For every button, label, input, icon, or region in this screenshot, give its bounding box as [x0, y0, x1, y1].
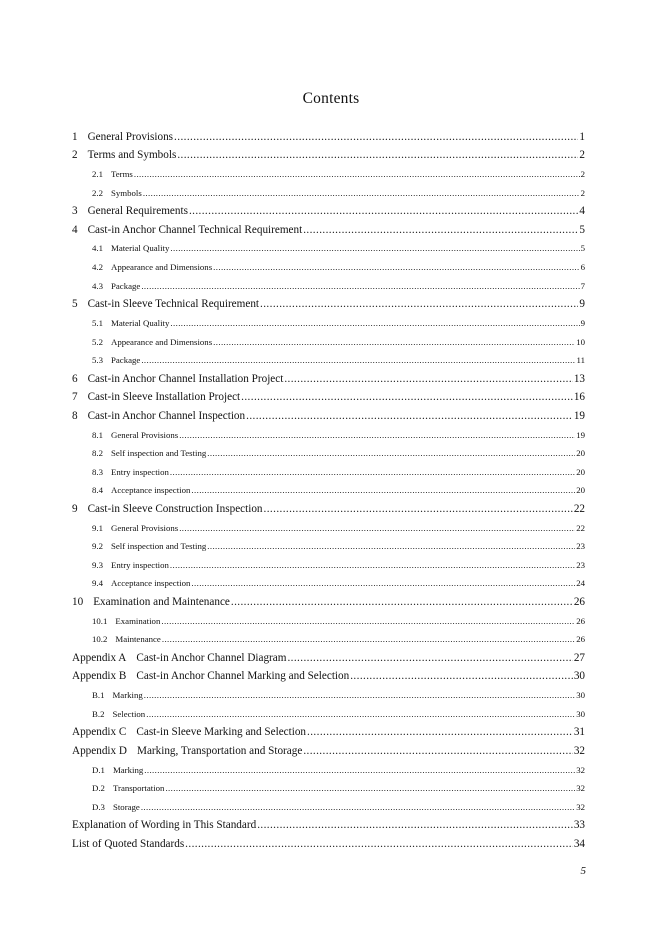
toc-entry-page: 13 — [573, 372, 585, 385]
toc-entry-number: 8.4 — [92, 485, 103, 496]
toc-entry[interactable] — [72, 742, 585, 761]
toc-entry-page: 11 — [576, 355, 585, 366]
toc-entry-page: 30 — [573, 670, 585, 683]
toc-entry[interactable] — [72, 146, 585, 165]
dot-leader — [170, 318, 579, 328]
toc-entry-label: Cast-in Anchor Channel Diagram — [136, 651, 287, 664]
dot-leader — [191, 578, 575, 588]
toc-subentry[interactable] — [72, 425, 585, 444]
dot-leader — [307, 726, 573, 738]
dot-leader — [189, 205, 578, 217]
toc-entry-number: 1 — [72, 130, 78, 143]
toc-entry[interactable] — [72, 295, 585, 314]
toc-entry-number: 4 — [72, 223, 78, 236]
toc-entry-label: Terms and Symbols — [87, 149, 177, 162]
dot-leader — [264, 503, 573, 515]
toc-entry-page: 33 — [573, 819, 585, 832]
dot-leader — [207, 448, 575, 458]
toc-entry-page: 16 — [573, 391, 585, 404]
toc-entry-page: 32 — [576, 783, 585, 794]
dot-leader — [134, 169, 580, 179]
toc-entry-page: 20 — [576, 448, 585, 459]
dot-leader — [241, 391, 573, 403]
dot-leader — [231, 596, 573, 608]
toc-entry[interactable] — [72, 407, 585, 426]
toc-entry-page: 23 — [576, 559, 585, 570]
toc-entry-page: 32 — [576, 801, 585, 812]
toc-entry-label: Package — [111, 280, 141, 291]
toc-entry-number: 8 — [72, 409, 78, 422]
toc-entry-label: Marking, Transportation and Storage — [137, 744, 303, 757]
toc-subentry[interactable] — [72, 797, 585, 816]
toc-entry-number: D.1 — [92, 764, 105, 775]
toc-entry-label: Cast-in Anchor Channel Installation Project — [87, 372, 284, 385]
toc-subentry[interactable] — [72, 183, 585, 202]
dot-leader — [350, 670, 573, 682]
dot-leader — [179, 430, 575, 440]
toc-entry-label: Explanation of Wording in This Standard — [72, 819, 257, 832]
toc-entry-number: 9 — [72, 502, 78, 515]
toc-entry[interactable] — [72, 835, 585, 854]
toc-entry-number: 9.4 — [92, 578, 103, 589]
dot-leader — [174, 131, 578, 143]
dot-leader — [170, 243, 579, 253]
toc-entry-label: Self inspection and Testing — [111, 448, 207, 459]
toc-entry[interactable] — [72, 128, 585, 147]
toc-entry-number: 8.1 — [92, 429, 103, 440]
dot-leader — [144, 690, 575, 700]
toc-entry-page: 20 — [576, 466, 585, 477]
toc-entry-page: 7 — [580, 280, 585, 291]
toc-entry-label: Appearance and Dimensions — [111, 336, 213, 347]
dot-leader — [284, 373, 572, 385]
toc-entry-label: Entry inspection — [111, 559, 169, 570]
page-title: Contents — [302, 90, 360, 107]
toc-entry-page: 10 — [576, 336, 585, 347]
toc-entry[interactable] — [72, 500, 585, 519]
toc-subentry[interactable] — [72, 574, 585, 593]
toc-subentry[interactable] — [72, 760, 585, 779]
toc-entry-page: 32 — [576, 764, 585, 775]
toc-entry-page: 19 — [576, 429, 585, 440]
toc-entry-number: 6 — [72, 372, 78, 385]
toc-entry-number: 5.3 — [92, 355, 103, 366]
toc-entry-page: 5 — [579, 223, 585, 236]
dot-leader — [162, 634, 575, 644]
toc-entry-number: 5.2 — [92, 336, 103, 347]
toc-entry-number: 10.1 — [92, 615, 108, 626]
dot-leader — [179, 523, 575, 533]
table-of-contents — [72, 128, 585, 854]
toc-entry-page: 22 — [576, 522, 585, 533]
dot-leader — [146, 709, 575, 719]
toc-subentry[interactable] — [72, 481, 585, 500]
toc-entry-label: Examination and Maintenance — [93, 596, 230, 609]
toc-entry-number: Appendix A — [72, 651, 127, 664]
toc-entry-number: 2.2 — [92, 187, 103, 198]
toc-entry-page: 26 — [576, 615, 585, 626]
toc-entry-label: Marking — [112, 690, 143, 701]
dot-leader — [257, 819, 573, 831]
dot-leader — [213, 337, 575, 347]
toc-entry-label: Storage — [112, 801, 140, 812]
toc-entry-number: 9.2 — [92, 541, 103, 552]
dot-leader — [246, 410, 573, 422]
toc-entry-number: 5.1 — [92, 317, 103, 328]
toc-entry-page: 30 — [576, 708, 585, 719]
toc-entry-number: Appendix D — [72, 744, 127, 757]
toc-subentry[interactable] — [72, 537, 585, 556]
toc-entry[interactable] — [72, 202, 585, 221]
toc-entry-label: General Requirements — [87, 205, 188, 218]
toc-entry[interactable] — [72, 649, 585, 668]
toc-entry-page: 9 — [579, 298, 585, 311]
dot-leader — [170, 560, 575, 570]
dot-leader — [213, 262, 579, 272]
toc-entry-label: Cast-in Sleeve Installation Project — [87, 391, 241, 404]
dot-leader — [207, 541, 575, 551]
toc-entry[interactable] — [72, 369, 585, 388]
dot-leader — [191, 485, 575, 495]
dot-leader — [303, 224, 578, 236]
toc-entry-label: Symbols — [111, 187, 142, 198]
dot-leader — [303, 745, 573, 757]
dot-leader — [287, 652, 572, 664]
toc-subentry[interactable] — [72, 444, 585, 463]
toc-subentry[interactable] — [72, 630, 585, 649]
toc-entry-number: D.3 — [92, 801, 105, 812]
toc-subentry[interactable] — [72, 258, 585, 277]
toc-entry-label: Examination — [115, 615, 161, 626]
dot-leader — [143, 188, 580, 198]
toc-subentry[interactable] — [72, 239, 585, 258]
toc-entry-number: D.2 — [92, 783, 105, 794]
toc-entry-label: Self inspection and Testing — [111, 541, 207, 552]
toc-entry-label: Entry inspection — [111, 466, 169, 477]
toc-entry-page: 26 — [573, 596, 585, 609]
toc-entry-label: General Provisions — [111, 522, 179, 533]
toc-entry[interactable] — [72, 816, 585, 835]
toc-entry-page: 2 — [580, 169, 585, 180]
toc-entry-page: 30 — [576, 690, 585, 701]
toc-entry-page: 20 — [576, 485, 585, 496]
toc-entry-number: 5 — [72, 298, 78, 311]
toc-entry-label: List of Quoted Standards — [72, 837, 185, 850]
toc-entry-label: Cast-in Anchor Channel Marking and Selection — [136, 670, 350, 683]
toc-entry-label: Acceptance inspection — [111, 578, 191, 589]
toc-entry-number: 3 — [72, 205, 78, 218]
toc-entry-number: 10.2 — [92, 634, 108, 645]
dot-leader — [170, 467, 575, 477]
toc-subentry[interactable] — [72, 704, 585, 723]
toc-entry-number: B.1 — [92, 690, 105, 701]
toc-entry-number: 4.2 — [92, 262, 103, 273]
toc-entry-number: 9.3 — [92, 559, 103, 570]
dot-leader — [144, 765, 575, 775]
toc-entry-number: 8.2 — [92, 448, 103, 459]
toc-entry[interactable] — [72, 221, 585, 240]
toc-entry-number: 2.1 — [92, 169, 103, 180]
toc-subentry[interactable] — [72, 556, 585, 575]
toc-entry-page: 2 — [579, 149, 585, 162]
dot-leader — [141, 281, 579, 291]
page-number: 5 — [580, 865, 586, 877]
toc-entry-label: Maintenance — [115, 634, 161, 645]
toc-entry-page: 24 — [576, 578, 585, 589]
toc-subentry[interactable] — [72, 314, 585, 333]
toc-subentry[interactable] — [72, 462, 585, 481]
toc-entry-label: Transportation — [112, 783, 165, 794]
toc-entry-page: 22 — [573, 502, 585, 515]
toc-entry-label: Selection — [112, 708, 146, 719]
toc-entry-page: 26 — [576, 634, 585, 645]
dot-leader — [141, 802, 575, 812]
toc-subentry[interactable] — [72, 165, 585, 184]
toc-entry-number: 4.1 — [92, 243, 103, 254]
toc-entry[interactable] — [72, 723, 585, 742]
toc-entry-page: 9 — [580, 317, 585, 328]
toc-entry-number: 8.3 — [92, 466, 103, 477]
toc-subentry[interactable] — [72, 686, 585, 705]
toc-entry-page: 23 — [576, 541, 585, 552]
toc-entry[interactable] — [72, 388, 585, 407]
toc-subentry[interactable] — [72, 779, 585, 798]
toc-entry-label: Material Quality — [111, 317, 170, 328]
toc-subentry[interactable] — [72, 276, 585, 295]
toc-entry-page: 4 — [579, 205, 585, 218]
toc-subentry[interactable] — [72, 351, 585, 370]
toc-entry-label: Terms — [111, 169, 133, 180]
toc-entry-label: Cast-in Sleeve Marking and Selection — [136, 726, 307, 739]
toc-entry-page: 27 — [573, 651, 585, 664]
toc-entry-label: Acceptance inspection — [111, 485, 191, 496]
toc-entry-page: 5 — [580, 243, 585, 254]
toc-entry-number: 2 — [72, 149, 78, 162]
toc-subentry[interactable] — [72, 611, 585, 630]
dot-leader — [260, 298, 578, 310]
toc-entry-label: Package — [111, 355, 141, 366]
toc-entry-label: Material Quality — [111, 243, 170, 254]
toc-entry-page: 34 — [573, 837, 585, 850]
toc-entry-number: 10 — [72, 596, 84, 609]
dot-leader — [161, 616, 575, 626]
toc-entry-page: 19 — [573, 409, 585, 422]
toc-entry-label: Cast-in Anchor Channel Technical Requirement — [87, 223, 303, 236]
toc-entry-label: General Provisions — [87, 130, 174, 143]
toc-entry-number: 4.3 — [92, 280, 103, 291]
dot-leader — [185, 838, 573, 850]
toc-entry[interactable] — [72, 593, 585, 612]
toc-entry-number: 7 — [72, 391, 78, 404]
toc-entry-label: Cast-in Sleeve Construction Inspection — [87, 502, 263, 515]
toc-entry-number: B.2 — [92, 708, 105, 719]
toc-entry-label: Cast-in Sleeve Technical Requirement — [87, 298, 260, 311]
toc-subentry[interactable] — [72, 332, 585, 351]
toc-entry-number: Appendix C — [72, 726, 127, 739]
toc-entry-page: 2 — [580, 187, 585, 198]
dot-leader — [165, 783, 575, 793]
toc-entry-label: Marking — [112, 764, 144, 775]
toc-entry-number: 9.1 — [92, 522, 103, 533]
toc-entry-page: 6 — [580, 262, 585, 273]
dot-leader — [177, 149, 578, 161]
toc-entry-number: Appendix B — [72, 670, 127, 683]
toc-entry-page: 1 — [579, 130, 585, 143]
dot-leader — [141, 355, 575, 365]
toc-entry-label: Cast-in Anchor Channel Inspection — [87, 409, 246, 422]
toc-entry-page: 32 — [573, 744, 585, 757]
toc-entry-page: 31 — [573, 726, 585, 739]
toc-subentry[interactable] — [72, 518, 585, 537]
toc-entry-label: Appearance and Dimensions — [111, 262, 213, 273]
toc-entry[interactable] — [72, 667, 585, 686]
toc-entry-label: General Provisions — [111, 429, 179, 440]
